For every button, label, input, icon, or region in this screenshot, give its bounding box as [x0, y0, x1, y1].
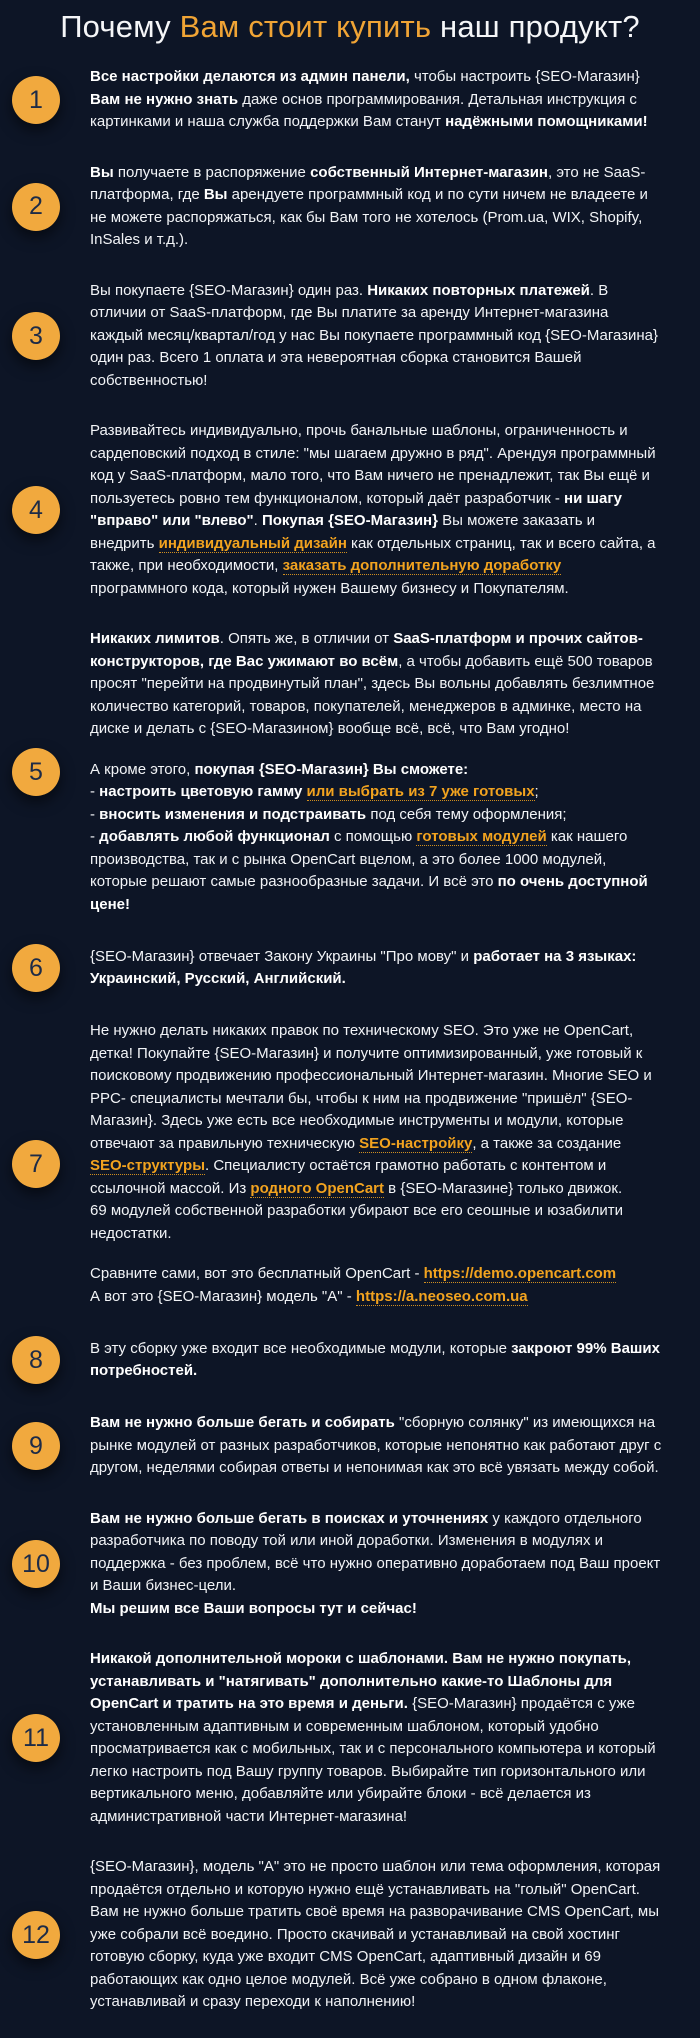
text-run: как нашего производства, так и с рынка OpenCart вцелом, а это более 1000 модулей, которые решают самые разнообразные задачи. И всё это [90, 828, 628, 891]
text-run: Вы можете заказать и внедрить [90, 512, 596, 552]
text-run: , а также за создание [472, 1134, 622, 1152]
benefit-item [0, 1856, 700, 2014]
item-number-badge: 11 [12, 1714, 60, 1762]
title-accent: Вам стоит купить [179, 9, 432, 44]
text-run: как отдельных страниц, так и всего сайта, а также, при необходимости, [90, 534, 656, 575]
text-link[interactable]: индивидуальный дизайн [158, 534, 347, 552]
text-run: даже основ программирования. Детальная инструкция с картинками и наша служба поддержки Вам станут [90, 90, 637, 131]
text-run: А кроме этого, [90, 760, 195, 778]
item-number-badge: 7 [12, 1140, 60, 1188]
benefit-item [0, 944, 700, 992]
bold-text: Вы [90, 163, 114, 181]
benefit-item [0, 1648, 700, 1828]
text-run: - [90, 805, 100, 823]
bold-text: Никаких лимитов [90, 630, 220, 648]
text-link[interactable]: родного OpenCart [250, 1179, 385, 1197]
text-run: Развивайтесь индивидуально, прочь банальные шаблоны, ограниченность и сардеповский подход в стиле: "мы шагаем дружно в ряд". Арендуя программный код у SaaS-платформ, мало того, что Вам ничего не пренадлежит, так Вы ещё и пользуетесь ровно тем функционалом, который даёт разработчик - [90, 422, 656, 507]
bold-text: собственный Интернет-магазин [310, 163, 548, 181]
item-body [90, 1412, 662, 1480]
item-paragraph [90, 1020, 662, 1245]
bold-text: SaaS-платформ и прочих сайтов-конструкторов, где Вас ужимают во всём [90, 630, 643, 670]
bold-text: закроют 99% Ваших потребностей. [90, 1339, 660, 1380]
text-run: . Специалисту остаётся грамотно работать с контентом и ссылочной массой. Из [90, 1157, 607, 1197]
text-run: программного кода, который нужен Вашему бизнесу и Покупателям. [90, 579, 569, 597]
item-body [90, 946, 662, 991]
page-title [0, 8, 700, 46]
item-paragraph [90, 1338, 662, 1383]
item-paragraph [90, 759, 662, 917]
item-body [90, 66, 662, 134]
item-body [90, 162, 662, 252]
item-paragraph [90, 1508, 662, 1621]
text-run: . [253, 512, 262, 530]
text-run: под себя тему оформления; [366, 805, 567, 823]
item-body [90, 1856, 662, 2014]
text-run: арендуете программный код и по сути ничем не владеете и не можете распоряжаться, как бы Вам того не хотелось (Prom.ua, WIX, Shopify, InSales и т.д.). [90, 186, 648, 249]
bold-text: вносить изменения и подстраивать [99, 805, 367, 823]
text-run: Почему [60, 9, 180, 44]
text-run: получаете в распоряжение [113, 163, 311, 181]
item-number-badge: 3 [12, 312, 60, 360]
benefit-item [0, 1020, 700, 1308]
text-link[interactable]: https://a.neoseo.com.ua [355, 1287, 528, 1305]
bold-text: Мы решим все Ваши вопросы тут и сейчас! [90, 1599, 417, 1617]
text-run: в {SEO-Магазине} только движок. [384, 1179, 623, 1197]
item-number-badge: 8 [12, 1336, 60, 1384]
bold-text: покупая {SEO-Магазин} Вы сможете: [194, 760, 469, 778]
text-run: {SEO-Магазин} отвечает Закону Украины "Про мову" и [90, 947, 474, 965]
bold-text: Никаких повторных платежей [367, 281, 590, 299]
bold-text: настроить цветовую гамму [99, 783, 303, 801]
text-run: ; [534, 783, 539, 801]
text-run: 69 модулей собственной разработки убирают все его сеошные и юзабилити недостатки. [90, 1202, 624, 1242]
item-number-badge: 6 [12, 944, 60, 992]
bold-text: работает на 3 языках: Украинский, Русский, Английский. [90, 947, 637, 988]
item-body [90, 628, 662, 916]
bold-text: Покупая {SEO-Магазин} [261, 512, 438, 530]
bold-text: надёжными помощниками! [445, 113, 648, 131]
item-body [90, 280, 662, 393]
bold-text: Все настройки делаются из админ панели, [90, 68, 410, 86]
text-link[interactable]: https://demo.opencart.com [423, 1265, 617, 1283]
benefit-item [0, 162, 700, 252]
text-link[interactable]: или выбрать из 7 уже готовых [306, 783, 535, 801]
item-paragraph [90, 1856, 662, 2014]
item-body [90, 1020, 662, 1308]
bold-text: ни шагу "вправо" или "влево" [90, 489, 622, 530]
text-link[interactable]: заказать дополнительную доработку [282, 557, 562, 575]
text-link[interactable]: SEO-структуры [90, 1157, 206, 1175]
text-run: с помощью [329, 828, 417, 846]
text-run: Сравните сами, вот это бесплатный OpenCart - [90, 1265, 424, 1283]
item-number-badge: 9 [12, 1422, 60, 1470]
benefit-item [0, 628, 700, 916]
item-paragraph [90, 946, 662, 991]
bold-text: Вам не нужно больше бегать и собирать [90, 1414, 395, 1432]
text-run: у каждого отдельного разработчика по поводу той или иной доработки. Изменения в модулях и поддержка - без проблем, всё что нужно оперативно доработаем под Ваш проект и Ваши бизнес-цели. [90, 1509, 661, 1595]
text-run: , а чтобы добавить ещё 500 товаров просят "перейти на продвинутый план", здесь Вы вольны добавлять безлимтное количество категорий, товаров, покупателей, менеджеров в админке, место на диске и делать с {SEO-Магазином} вообще всё, всё, что Вам угодно! [90, 652, 655, 738]
item-paragraph [90, 628, 662, 741]
text-run: - [90, 783, 100, 801]
benefit-item [0, 280, 700, 393]
item-body [90, 1508, 662, 1621]
item-number-badge: 2 [12, 183, 60, 231]
benefit-item [0, 1336, 700, 1384]
text-run: . Опять же, в отличии от [219, 630, 394, 648]
text-run: {SEO-Магазин}, модель "А" это не просто шаблон или тема оформления, которая продаётся отдельно и которую нужно ещё устанавливать на "голый" OpenCart. Вам не нужно больше тратить своё время на разворачивание CMS OpenCart, мы уже собрали всё воедино. Просто скачивай и устанавливай на свой хостинг готовую сборку, куда уже входит CMS OpenCart, адаптивный дизайн и 69 работающих как одно целое модулей. Всё уже собрано в одном флаконе, устанавливай и сразу переходи к наполнению! [90, 1858, 661, 2011]
text-run: А вот это {SEO-Магазин} модель "А" - [90, 1287, 356, 1305]
item-number-badge: 12 [12, 1911, 60, 1959]
item-paragraph [90, 280, 662, 393]
item-paragraph [90, 1412, 662, 1480]
item-paragraph [90, 420, 662, 600]
text-run: В эту сборку уже входит все необходимые модули, которые [90, 1339, 512, 1357]
item-number-badge: 1 [12, 76, 60, 124]
text-run: наш продукт? [431, 9, 640, 44]
item-number-badge: 4 [12, 486, 60, 534]
benefits-list [0, 60, 700, 2014]
bold-text: Вам не нужно знать [90, 90, 239, 108]
text-run: чтобы настроить {SEO-Магазин} [409, 68, 640, 86]
item-body [90, 420, 662, 600]
benefit-item [0, 66, 700, 134]
text-link[interactable]: готовых модулей [416, 828, 547, 846]
text-run: Не нужно делать никаких правок по техническому SEO. Это уже не OpenCart, детка! Покупайте {SEO-Магазин} и получите оптимизированный, уже готовый к поисковому продвижению профессиональный Интернет-магазин. Многие SEO и PPC- специалисты мечтали бы, чтобы к ним на продвижение "пришёл" {SEO-Магазин}. Здесь уже есть все необходимые инструменты и модули, которые отвечают за правильную техническую [90, 1022, 652, 1152]
item-paragraph [90, 1648, 662, 1828]
benefit-item [0, 1412, 700, 1480]
text-run: Вы покупаете {SEO-Магазин} один раз. [90, 281, 368, 299]
text-link[interactable]: SEO-настройку [359, 1134, 473, 1152]
benefit-item [0, 1508, 700, 1621]
text-run: . В отличии от SaaS-платформ, где Вы платите за аренду Интернет-магазина каждый месяц/квартал/год у нас Вы покупаете программный код {SEO-Магазина} один раз. Всего 1 оплата и эта невероятная сборка становится Вашей собственностью! [90, 281, 659, 389]
bold-text: Вы [203, 186, 228, 204]
text-run: , это не SaaS-платформа, где [90, 163, 646, 204]
item-body [90, 1648, 662, 1828]
bold-text: Вам не нужно больше бегать в поисках и уточнениях [90, 1509, 489, 1527]
bold-text: по очень доступной цене! [90, 873, 648, 913]
text-run: "сборную солянку" из имеющихся на рынке модулей от разных разработчиков, которые непонятно как работают друг с другом, неделями собирая ответы и непонимая как это всё увязать между собой. [90, 1414, 662, 1477]
item-number-badge: 5 [12, 748, 60, 796]
bold-text: добавлять любой функционал [99, 828, 330, 846]
item-number-badge: 10 [12, 1540, 60, 1588]
benefit-item [0, 420, 700, 600]
item-body [90, 1338, 662, 1383]
item-paragraph [90, 66, 662, 134]
text-run [302, 783, 306, 800]
bold-text: Никакой дополнительной мороки с шаблонами. Вам не нужно покупать, устанавливать и "натягивать" дополнительно какие-то Шаблоны для OpenCart и тратить на это время и деньги. [90, 1650, 632, 1713]
item-paragraph [90, 162, 662, 252]
text-run: - [90, 828, 100, 846]
item-paragraph [90, 1263, 662, 1308]
text-run: {SEO-Магазин} продаётся с уже установленным адаптивным и современным шаблоном, который удобно просматривается как с мобильных, так и с персонального компьютера и который легко настроить под Вашу группу товаров. Выбирайте тип горизонтального или вертикального меню, добавляйте или убирайте блоки - всё делается из административной части Интернет-магазина! [90, 1695, 656, 1825]
